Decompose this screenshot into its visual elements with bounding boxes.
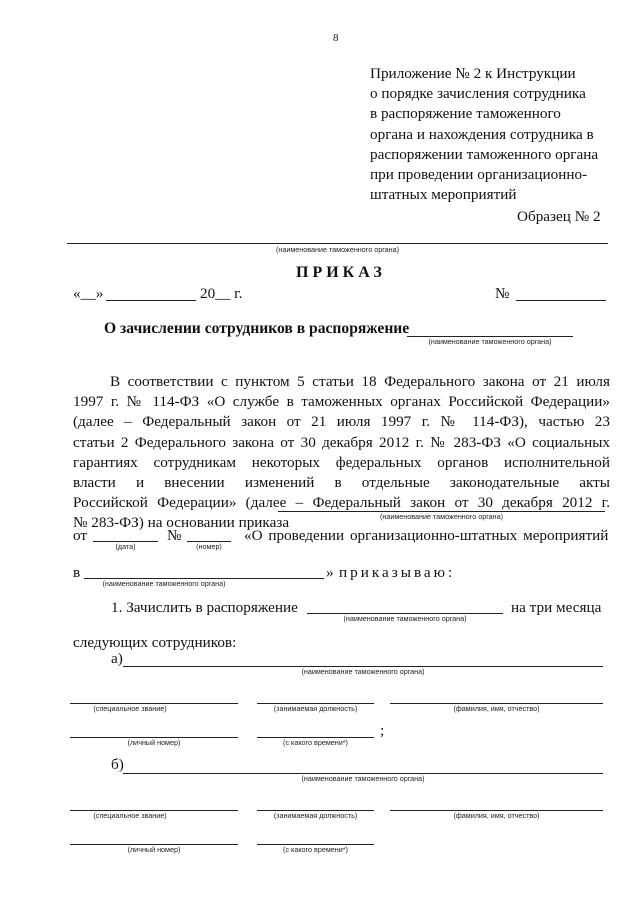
appendix-reference bbox=[370, 64, 598, 205]
personal-number-caption: (личный номер) bbox=[127, 738, 181, 747]
customs-body-caption: (наименование таможенного органа) bbox=[379, 512, 504, 521]
entry-a-label: а) bbox=[111, 650, 123, 667]
full-name-caption: (фамилия, имя, отчество) bbox=[453, 811, 540, 820]
body-line: № 283-ФЗ) на основании приказа bbox=[73, 514, 290, 532]
in-suffix: » bbox=[326, 564, 334, 581]
appendix-line: о порядке зачисления сотрудника bbox=[370, 85, 586, 103]
appendix-line: при проведении организационно- bbox=[370, 166, 588, 184]
customs-body-caption: (наименование таможенного органа) bbox=[343, 614, 467, 623]
in-prefix: в bbox=[73, 564, 81, 581]
personal-number-caption: (личный номер) bbox=[127, 845, 181, 854]
body-line: Российской Федерации» (далее – Федеральный закон от 30 декабря 2012 г. bbox=[73, 494, 610, 512]
body-line: власти и внесении изменений в отдельные законодательные акты bbox=[73, 473, 610, 491]
appendix-line: распоряжении таможенного органа bbox=[370, 145, 599, 163]
from-number-sign: № bbox=[167, 527, 182, 544]
appendix-line: органа и нахождения сотрудника в bbox=[370, 125, 594, 143]
item-1-text: 1. Зачислить в распоряжение bbox=[111, 599, 298, 616]
customs-body-caption: (наименование таможенного органа) bbox=[275, 245, 400, 254]
body-line: статьи 2 Федерального закона от 30 декабря 2012 г. № 283-ФЗ «О социальных bbox=[73, 433, 610, 451]
date-month-field[interactable] bbox=[106, 300, 196, 301]
body-paragraph bbox=[73, 372, 610, 534]
order-word: приказываю: bbox=[339, 564, 456, 581]
full-name-caption: (фамилия, имя, отчество) bbox=[453, 704, 540, 713]
customs-body-caption: (наименование таможенного органа) bbox=[102, 579, 226, 588]
basis-order-title: «О проведении организационно-штатных мероприятий bbox=[244, 527, 609, 544]
date-year-field[interactable]: 20__ г. bbox=[200, 285, 243, 302]
customs-body-caption: (наименование таможенного органа) bbox=[428, 337, 552, 346]
sample-label: Образец № 2 bbox=[517, 208, 601, 225]
body-line: гарантиях сотрудникам некоторых федеральных органов исполнительной bbox=[73, 453, 610, 471]
customs-body-caption: (наименование таможенного органа) bbox=[301, 774, 425, 783]
body-line: (далее – Федеральный закон от 21 июля 1997 г. № 114-ФЗ), частью 23 bbox=[73, 413, 610, 431]
item-1-suffix: на три месяца bbox=[511, 599, 602, 616]
order-number-sign: № bbox=[495, 285, 510, 302]
entry-a-semicolon: ; bbox=[380, 722, 385, 739]
special-rank-caption: (специальное звание) bbox=[93, 811, 167, 820]
position-caption: (занимаемая должность) bbox=[273, 811, 358, 820]
order-title: ПРИКАЗ bbox=[296, 264, 386, 281]
customs-body-caption: (наименование таможенного органа) bbox=[301, 667, 425, 676]
from-prefix: от bbox=[73, 527, 88, 544]
order-subject: О зачислении сотрудников в распоряжение bbox=[104, 320, 410, 337]
following-employees-label: следующих сотрудников: bbox=[73, 634, 237, 651]
since-when-caption: (с какого времени*) bbox=[283, 845, 348, 854]
date-caption: (дата) bbox=[115, 542, 136, 551]
order-number-field[interactable] bbox=[516, 300, 606, 301]
special-rank-caption: (специальное звание) bbox=[93, 704, 167, 713]
page-number: 8 bbox=[333, 32, 339, 44]
appendix-line: в распоряжение таможенного bbox=[370, 105, 561, 123]
customs-body-header-field[interactable] bbox=[67, 243, 608, 244]
appendix-line: штатных мероприятий bbox=[370, 186, 517, 204]
since-when-caption: (с какого времени*) bbox=[283, 738, 348, 747]
date-day-field[interactable]: «__» bbox=[73, 285, 104, 302]
body-line: В соответствии с пунктом 5 статьи 18 Федерального закона от 21 июля bbox=[110, 373, 610, 390]
appendix-line: Приложение № 2 к Инструкции bbox=[370, 65, 576, 82]
entry-b-label: б) bbox=[111, 756, 124, 773]
body-line: 1997 г. № 114-ФЗ «О службе в таможенных органах Российской Федерации» bbox=[73, 393, 610, 411]
position-caption: (занимаемая должность) bbox=[273, 704, 358, 713]
number-caption: (номер) bbox=[196, 542, 222, 551]
